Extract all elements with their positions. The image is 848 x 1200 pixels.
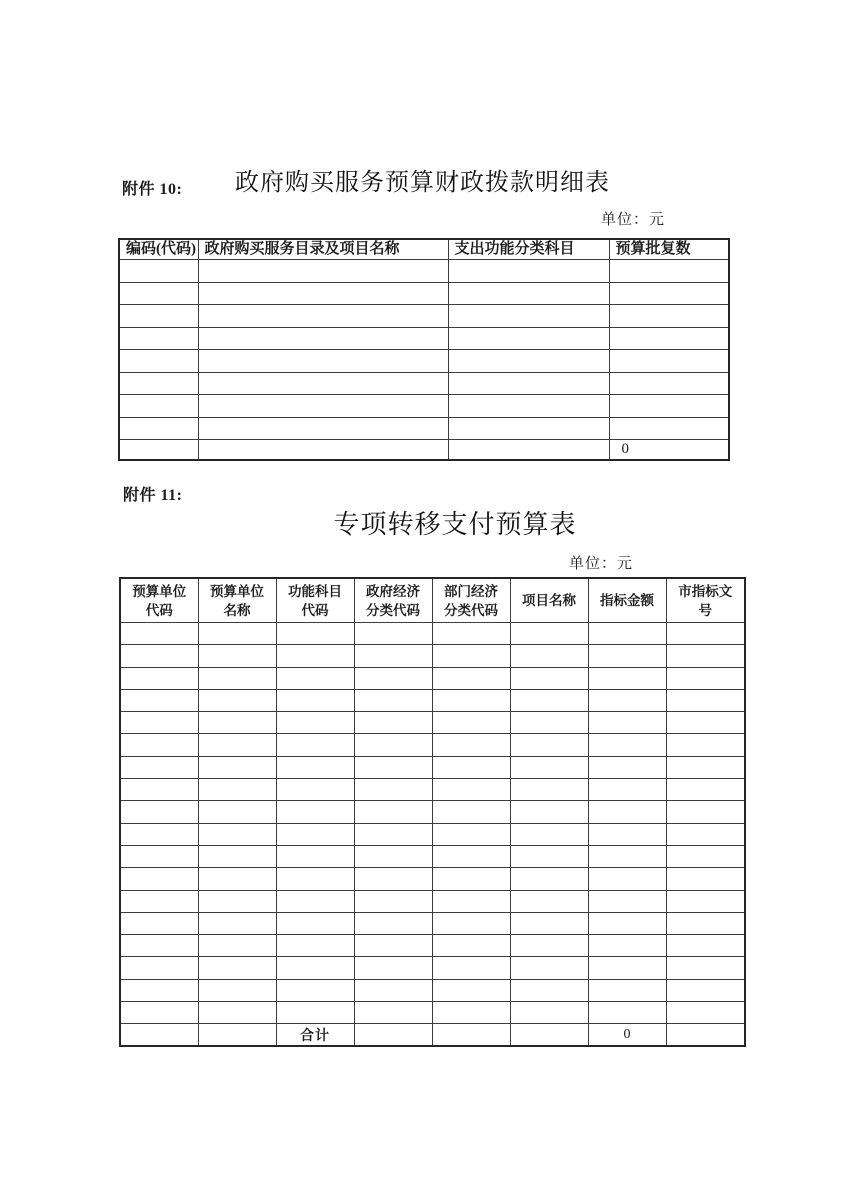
att10-col-header-3: 支出功能分类科目 [448, 239, 609, 260]
att11-empty-cell [354, 734, 432, 756]
att11-empty-cell [588, 868, 666, 890]
att11-empty-cell [354, 623, 432, 645]
att11-empty-cell [588, 957, 666, 979]
att10-empty-row [119, 395, 729, 418]
att11-total-amount-cell: 0 [588, 1024, 666, 1047]
att11-empty-cell [588, 912, 666, 934]
att11-col-header-3: 功能科目 代码 [276, 578, 354, 623]
att11-empty-cell [666, 712, 745, 734]
att11-empty-cell [432, 623, 510, 645]
att11-empty-cell [198, 756, 276, 778]
att11-empty-cell [120, 912, 198, 934]
att10-empty-row [119, 327, 729, 350]
att10-col-header-1: 编码(代码) [119, 239, 198, 260]
att11-empty-cell [588, 935, 666, 957]
att11-empty-cell [120, 623, 198, 645]
att11-empty-cell [432, 779, 510, 801]
att11-empty-cell [276, 1002, 354, 1024]
att11-empty-cell [198, 1002, 276, 1024]
att11-empty-cell [510, 868, 588, 890]
att11-empty-cell [666, 912, 745, 934]
att10-empty-cell [119, 327, 198, 350]
att11-empty-cell [588, 845, 666, 867]
att11-empty-cell [198, 734, 276, 756]
att10-empty-row [119, 372, 729, 395]
att11-empty-cell [120, 667, 198, 689]
att11-empty-cell [276, 667, 354, 689]
att11-empty-cell [588, 689, 666, 711]
att11-empty-row [120, 779, 745, 801]
att11-empty-cell [120, 734, 198, 756]
att11-empty-cell [510, 979, 588, 1001]
att11-empty-cell [120, 756, 198, 778]
att11-empty-cell [354, 1024, 432, 1047]
att11-empty-cell [120, 801, 198, 823]
att11-empty-cell [354, 645, 432, 667]
att11-empty-cell [276, 689, 354, 711]
att11-empty-cell [588, 734, 666, 756]
att11-col-header-1: 预算单位 代码 [120, 578, 198, 623]
att11-total-row [120, 1024, 745, 1047]
att11-empty-cell [432, 667, 510, 689]
att11-empty-cell [432, 890, 510, 912]
att11-empty-cell [666, 845, 745, 867]
att11-empty-cell [276, 779, 354, 801]
att11-empty-cell [198, 935, 276, 957]
att11-empty-cell [276, 801, 354, 823]
att11-empty-cell [666, 801, 745, 823]
att11-empty-cell [120, 645, 198, 667]
att11-empty-row [120, 645, 745, 667]
att10-empty-cell [198, 327, 448, 350]
att10-empty-row [119, 350, 729, 373]
att10-empty-cell [609, 417, 729, 440]
att11-empty-cell [432, 645, 510, 667]
att11-empty-cell [510, 935, 588, 957]
att11-empty-cell [276, 734, 354, 756]
att11-empty-cell [120, 1024, 198, 1047]
att10-empty-cell [119, 395, 198, 418]
att11-empty-cell [588, 801, 666, 823]
att11-empty-cell [120, 845, 198, 867]
att11-col-header-4: 政府经济 分类代码 [354, 578, 432, 623]
att11-empty-cell [666, 957, 745, 979]
att10-empty-cell [609, 395, 729, 418]
att11-col-header-7: 指标金额 [588, 578, 666, 623]
att11-empty-cell [198, 890, 276, 912]
att11-empty-cell [510, 1002, 588, 1024]
att11-empty-cell [510, 801, 588, 823]
att10-empty-cell [609, 305, 729, 328]
att11-empty-cell [666, 979, 745, 1001]
att11-col-header-5: 部门经济 分类代码 [432, 578, 510, 623]
att11-empty-row [120, 868, 745, 890]
att11-empty-cell [432, 912, 510, 934]
att10-empty-cell [448, 260, 609, 283]
att10-empty-cell [448, 350, 609, 373]
att11-empty-cell [354, 779, 432, 801]
att11-empty-row [120, 957, 745, 979]
att10-col-header-4: 预算批复数 [609, 239, 729, 260]
att11-empty-cell [120, 868, 198, 890]
att11-empty-cell [276, 957, 354, 979]
att11-empty-cell [510, 645, 588, 667]
att10-empty-cell [198, 417, 448, 440]
att11-empty-cell [588, 623, 666, 645]
att10-empty-cell [198, 395, 448, 418]
att11-empty-cell [588, 779, 666, 801]
att11-empty-cell [666, 890, 745, 912]
att10-empty-cell [119, 440, 198, 461]
att11-empty-cell [510, 912, 588, 934]
att11-empty-row [120, 979, 745, 1001]
att11-empty-cell [432, 689, 510, 711]
att11-empty-cell [510, 779, 588, 801]
att11-empty-cell [120, 979, 198, 1001]
att11-empty-cell [120, 935, 198, 957]
att11-empty-cell [198, 823, 276, 845]
att11-empty-cell [510, 756, 588, 778]
att10-empty-cell [119, 305, 198, 328]
att11-empty-cell [198, 801, 276, 823]
att11-empty-cell [198, 645, 276, 667]
att11-empty-cell [120, 1002, 198, 1024]
att11-empty-cell [510, 712, 588, 734]
att11-empty-cell [198, 979, 276, 1001]
att10-empty-cell [198, 372, 448, 395]
att11-empty-cell [588, 823, 666, 845]
att11-empty-cell [432, 1002, 510, 1024]
att11-empty-cell [354, 912, 432, 934]
att10-empty-cell [198, 260, 448, 283]
att10-empty-row [119, 260, 729, 283]
attachment-11-label: 附件 11: [123, 487, 183, 504]
att11-empty-cell [198, 712, 276, 734]
attachment-11-title: 专项转移支付预算表 [333, 510, 577, 539]
att11-empty-cell [354, 845, 432, 867]
att10-empty-cell [609, 260, 729, 283]
att11-empty-cell [510, 845, 588, 867]
att11-empty-cell [432, 712, 510, 734]
att11-empty-cell [354, 689, 432, 711]
att11-empty-cell [510, 734, 588, 756]
att10-empty-cell [119, 350, 198, 373]
att10-empty-cell [609, 350, 729, 373]
att10-empty-cell [448, 372, 609, 395]
att10-empty-cell [198, 305, 448, 328]
att11-empty-row [120, 623, 745, 645]
att10-empty-row [119, 282, 729, 305]
att10-empty-row [119, 305, 729, 328]
att11-empty-cell [666, 623, 745, 645]
att11-empty-cell [276, 623, 354, 645]
attachment-10-unit-label: 单位：元 [600, 212, 665, 228]
att11-empty-cell [666, 645, 745, 667]
attachment-10-label: 附件 10: [122, 181, 183, 198]
att11-empty-cell [354, 1002, 432, 1024]
att11-empty-cell [354, 868, 432, 890]
att11-empty-cell [432, 1024, 510, 1047]
att11-empty-row [120, 890, 745, 912]
att11-empty-cell [432, 979, 510, 1001]
special-transfer-payment-budget-table [119, 577, 746, 1047]
att11-empty-cell [276, 712, 354, 734]
att11-empty-row [120, 823, 745, 845]
att11-empty-row [120, 756, 745, 778]
att11-empty-cell [432, 756, 510, 778]
att10-empty-cell [448, 440, 609, 461]
att11-empty-cell [198, 1024, 276, 1047]
att11-empty-cell [198, 689, 276, 711]
att11-empty-cell [666, 734, 745, 756]
att11-empty-cell [666, 779, 745, 801]
att10-empty-cell [448, 327, 609, 350]
att11-empty-cell [588, 645, 666, 667]
att10-header-row [119, 239, 729, 260]
att10-col-header-2: 政府购买服务目录及项目名称 [198, 239, 448, 260]
att11-empty-cell [588, 756, 666, 778]
att10-empty-cell [198, 282, 448, 305]
att11-empty-cell [432, 935, 510, 957]
att11-empty-row [120, 667, 745, 689]
att10-empty-row [119, 417, 729, 440]
att11-empty-cell [588, 890, 666, 912]
att11-empty-cell [588, 979, 666, 1001]
att11-empty-cell [276, 845, 354, 867]
att11-empty-cell [432, 734, 510, 756]
att11-empty-cell [510, 689, 588, 711]
att10-empty-cell [198, 350, 448, 373]
att11-empty-cell [588, 712, 666, 734]
att10-empty-cell [119, 417, 198, 440]
att10-total-row [119, 440, 729, 461]
att10-empty-cell [119, 282, 198, 305]
att11-empty-cell [588, 667, 666, 689]
att10-empty-cell [119, 372, 198, 395]
att11-empty-cell [276, 756, 354, 778]
attachment-11-unit-label: 单位：元 [568, 556, 633, 572]
att11-empty-cell [354, 979, 432, 1001]
att10-empty-cell [448, 282, 609, 305]
att10-empty-cell [448, 417, 609, 440]
att10-empty-cell [609, 282, 729, 305]
att11-empty-cell [666, 1002, 745, 1024]
att11-empty-row [120, 912, 745, 934]
att11-empty-cell [120, 890, 198, 912]
att11-empty-cell [510, 667, 588, 689]
att11-empty-row [120, 845, 745, 867]
att11-empty-cell [198, 912, 276, 934]
att11-empty-cell [510, 1024, 588, 1047]
att11-col-header-2: 预算单位 名称 [198, 578, 276, 623]
att11-empty-row [120, 734, 745, 756]
att11-empty-cell [120, 712, 198, 734]
att11-empty-cell [198, 957, 276, 979]
att11-empty-row [120, 1002, 745, 1024]
att11-empty-row [120, 935, 745, 957]
att11-empty-row [120, 712, 745, 734]
att11-empty-row [120, 689, 745, 711]
att11-empty-cell [198, 845, 276, 867]
att11-empty-cell [432, 868, 510, 890]
att11-empty-row [120, 801, 745, 823]
att11-empty-cell [510, 823, 588, 845]
att11-empty-cell [666, 756, 745, 778]
att11-empty-cell [510, 957, 588, 979]
att11-empty-cell [666, 935, 745, 957]
att11-empty-cell [666, 868, 745, 890]
att11-empty-cell [354, 823, 432, 845]
att11-empty-cell [432, 957, 510, 979]
att11-empty-cell [354, 935, 432, 957]
att11-empty-cell [198, 779, 276, 801]
att10-empty-cell [609, 372, 729, 395]
att11-empty-cell [276, 823, 354, 845]
att11-empty-cell [354, 890, 432, 912]
att11-empty-cell [120, 689, 198, 711]
att11-empty-cell [588, 1002, 666, 1024]
att11-empty-cell [354, 801, 432, 823]
att11-total-label-cell: 合计 [276, 1024, 354, 1047]
att11-empty-cell [120, 823, 198, 845]
att10-empty-cell [198, 440, 448, 461]
att11-empty-cell [354, 756, 432, 778]
att11-empty-cell [354, 957, 432, 979]
att11-col-header-8: 市指标文 号 [666, 578, 745, 623]
att11-empty-cell [432, 801, 510, 823]
att11-empty-cell [666, 823, 745, 845]
att11-empty-cell [198, 868, 276, 890]
att11-empty-cell [120, 779, 198, 801]
att11-col-header-6: 项目名称 [510, 578, 588, 623]
att11-empty-cell [276, 979, 354, 1001]
att11-empty-cell [432, 845, 510, 867]
att10-total-value-cell: 0 [609, 440, 729, 461]
att10-empty-cell [609, 327, 729, 350]
gov-purchase-service-budget-table [118, 238, 730, 461]
att11-empty-cell [276, 890, 354, 912]
att11-empty-cell [120, 957, 198, 979]
att11-empty-cell [276, 645, 354, 667]
att11-empty-cell [198, 623, 276, 645]
att11-empty-cell [276, 868, 354, 890]
att11-empty-cell [198, 667, 276, 689]
att10-empty-cell [119, 260, 198, 283]
att11-header-row [120, 578, 745, 623]
att10-empty-cell [448, 305, 609, 328]
att11-empty-cell [666, 667, 745, 689]
att11-empty-cell [432, 823, 510, 845]
att11-empty-cell [510, 890, 588, 912]
att11-empty-cell [354, 667, 432, 689]
att11-empty-cell [666, 689, 745, 711]
att10-empty-cell [448, 395, 609, 418]
att11-empty-cell [354, 712, 432, 734]
att11-empty-cell [666, 1024, 745, 1047]
att11-empty-cell [276, 935, 354, 957]
attachment-10-title: 政府购买服务预算财政拨款明细表 [235, 170, 610, 196]
att11-empty-cell [276, 912, 354, 934]
att11-empty-cell [510, 623, 588, 645]
